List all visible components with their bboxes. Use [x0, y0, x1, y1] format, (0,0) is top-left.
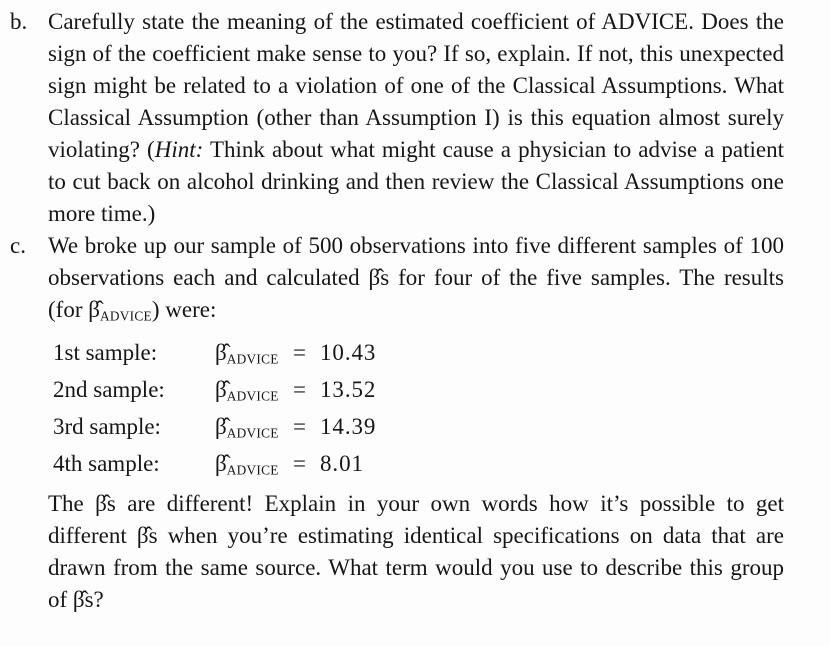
item-c-intro-text-end: ) were:: [151, 297, 217, 322]
exercise-item-c: [10, 230, 784, 616]
sample-value: 13.52: [319, 377, 377, 402]
item-c-intro-paragraph: [48, 230, 784, 326]
sample-label: 2nd sample:: [53, 377, 165, 402]
beta-hat-term: [215, 334, 293, 371]
beta-hat-term: [215, 445, 293, 482]
equals-sign: =: [293, 377, 306, 402]
sample-label: 3rd sample:: [53, 414, 161, 439]
sample-row-3: [53, 408, 784, 445]
equals-sign: =: [293, 340, 306, 365]
beta-subscript: ADVICE: [226, 388, 279, 404]
item-b-marker: b.: [10, 9, 28, 34]
item-c-closing-paragraph: The β̂s are different! Explain in your own words how it’s possible to get different β̂s when you’re estimating identical specifications on data that are drawn from the same source. What term would you use to describe this group of β̂s?: [48, 491, 784, 612]
sample-row-2: [53, 371, 784, 408]
sample-value: 10.43: [319, 340, 377, 365]
item-c-intro-text: We broke up our sample of 500 observations into five different samples of 100 observations each and calculated β̂s for four of the five samples. The results (for: [48, 233, 784, 322]
equals-sign: =: [293, 451, 306, 476]
beta-subscript: ADVICE: [99, 308, 152, 324]
exercise-item-b: [10, 6, 784, 230]
sample-value: 8.01: [319, 451, 364, 476]
beta-hat-symbol: β̂: [215, 340, 227, 365]
sample-row-4: [53, 445, 784, 482]
sample-label: 1st sample:: [53, 340, 158, 365]
beta-hat-term: [215, 371, 293, 408]
beta-hat-symbol: β̂: [215, 377, 227, 402]
beta-subscript: ADVICE: [226, 425, 279, 441]
item-b-paragraph: [48, 6, 784, 230]
beta-hat-term: [215, 408, 293, 445]
item-b-text-before-hint: Carefully state the meaning of the estimated coefficient of ADVICE. Does the sign of the coefficient make sense to you? If so, explain. If not, this unexpected sign might be related to a violation of one of the Classical Assumptions. What Classical Assumption (other than Assumption I) is this equation almost surely violating? (: [48, 9, 784, 162]
item-b-text-after-hint: Think about what might cause a physician to advise a patient to cut back on alcohol drinking and then review the Classical Assumptions one more time.): [48, 137, 784, 226]
item-c-marker: c.: [10, 233, 26, 258]
hint-label: Hint:: [154, 137, 204, 162]
beta-hat-symbol: β̂: [88, 297, 100, 322]
equals-sign: =: [293, 414, 306, 439]
beta-subscript: ADVICE: [226, 462, 279, 478]
beta-subscript: ADVICE: [226, 351, 279, 367]
beta-hat-symbol: β̂: [215, 414, 227, 439]
sample-results-list: [53, 334, 784, 482]
sample-value: 14.39: [319, 414, 377, 439]
sample-row-1: [53, 334, 784, 371]
beta-hat-symbol: β̂: [215, 451, 227, 476]
sample-label: 4th sample:: [53, 451, 160, 476]
